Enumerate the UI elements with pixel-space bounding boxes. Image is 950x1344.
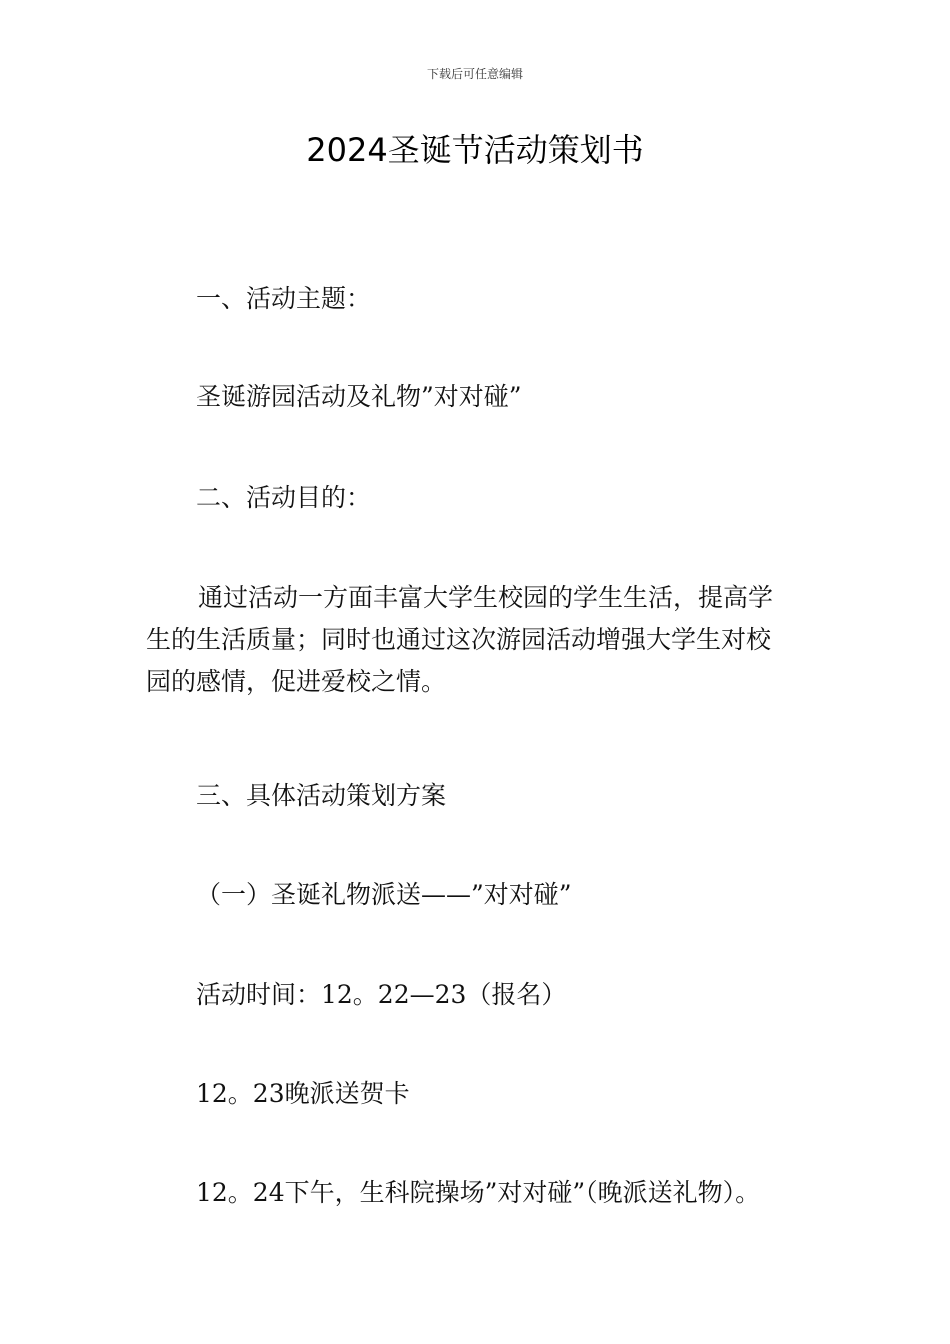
purpose-line-3: 园的感情，促进爱校之情。 — [146, 667, 447, 696]
sub-heading-gift-exchange: （一）圣诞礼物派送——”对对碰” — [196, 880, 572, 909]
purpose-line-2: 生的生活质量；同时也通过这次游园活动增强大学生对校 — [146, 625, 772, 654]
section-theme-text: 圣诞游园活动及礼物”对对碰” — [196, 382, 522, 411]
schedule-item-2: 12。24下午，生科院操场”对对碰”（晚派送礼物）。 — [196, 1178, 761, 1207]
section-plan-heading: 三、具体活动策划方案 — [196, 781, 447, 810]
document-title: 2024圣诞节活动策划书 — [306, 131, 644, 169]
section-purpose-heading: 二、活动目的： — [196, 483, 372, 512]
header-note: 下载后可任意编辑 — [426, 67, 523, 81]
section-theme-heading: 一、活动主题： — [196, 284, 372, 313]
schedule-item-1: 12。23晚派送贺卡 — [196, 1079, 410, 1108]
section-purpose-paragraph — [146, 577, 816, 703]
activity-time: 活动时间：12。22—23（报名） — [196, 980, 567, 1009]
purpose-line-1: 通过活动一方面丰富大学生校园的学生生活，提高学 — [198, 583, 774, 612]
